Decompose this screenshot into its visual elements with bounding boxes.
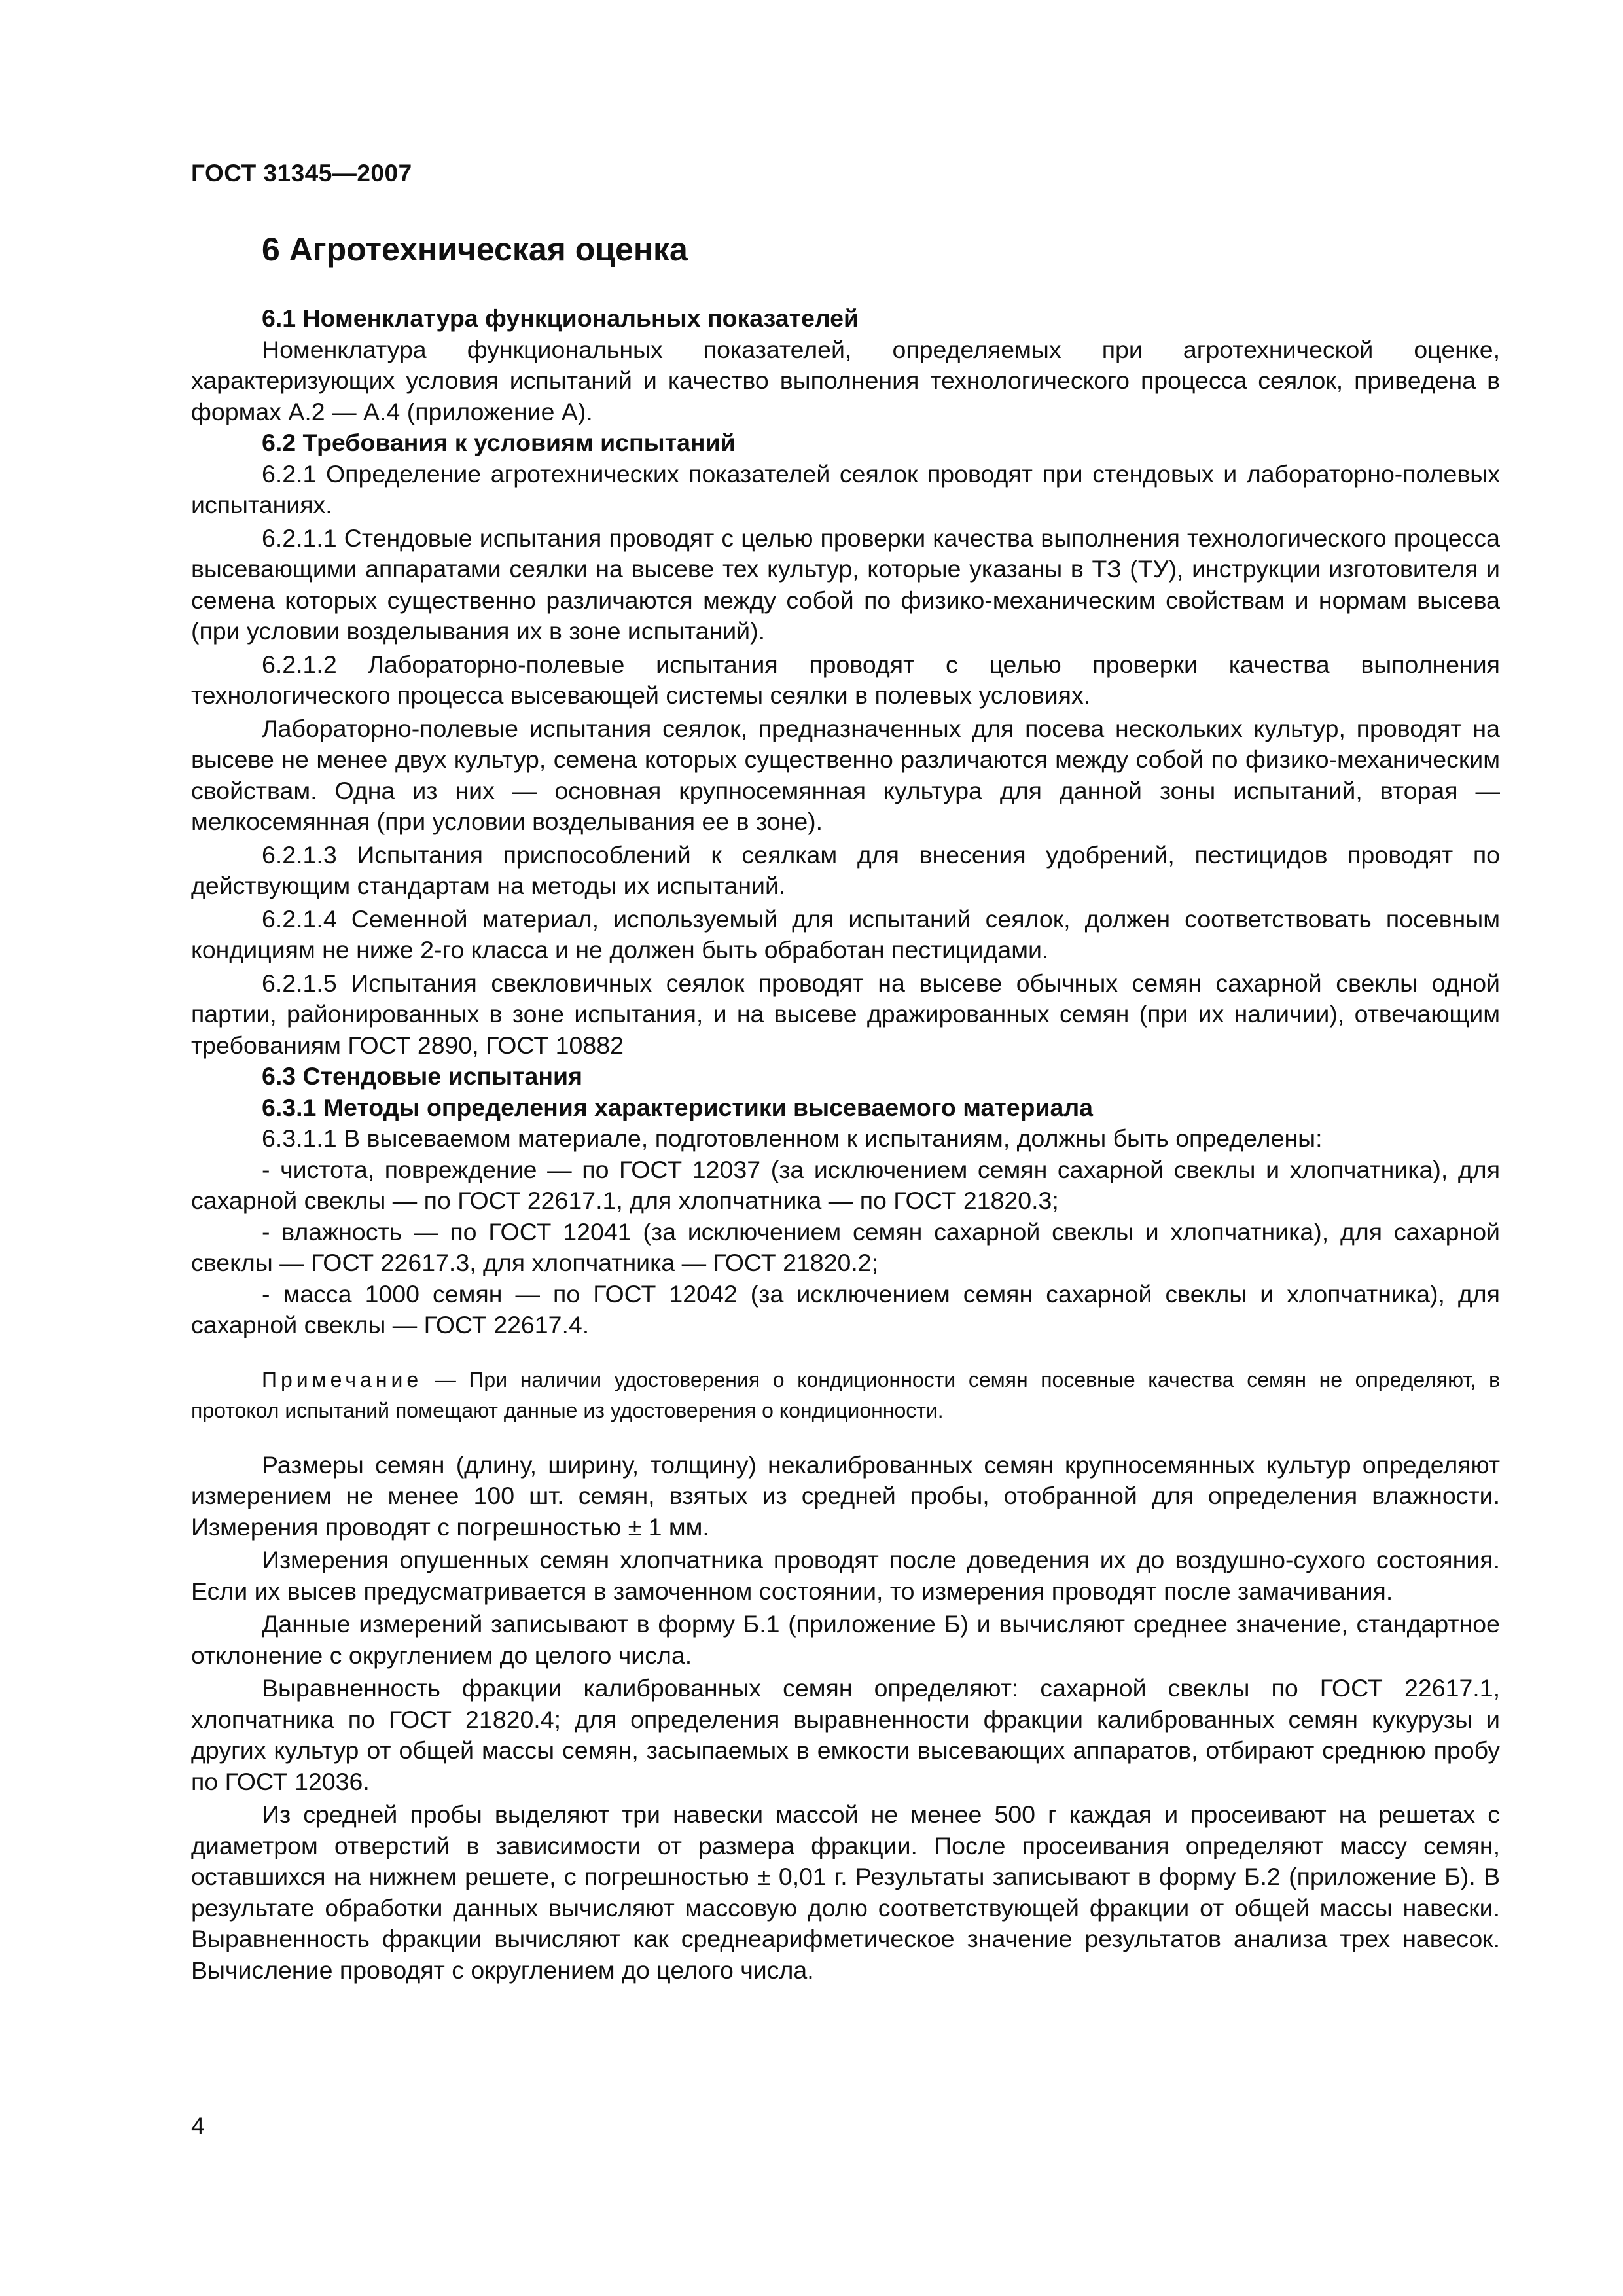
page-number: 4 xyxy=(191,2113,205,2140)
paragraph: 6.2.1.5 Испытания свекловичных сеялок проводят на высеве обычных семян сахарной свеклы одной партии, районированных в зоне испытания, и на высеве дражированных семян (при их наличии), отвечающим требованиям ГОСТ 2890, ГОСТ 10882 xyxy=(191,969,1500,1059)
paragraph: Выравненность фракции калиброванных семян определяют: сахарной свеклы по ГОСТ 22617.1, хлопчатника по ГОСТ 21820.4; для определения выравненности фракции калиброванных семян кукурузы и других культур от общей массы семян, засыпаемых в емкости высевающих аппаратов, отбирают среднюю пробу по ГОСТ 12036. xyxy=(191,1674,1500,1795)
document-body xyxy=(191,303,1500,1986)
paragraph: 6.2.1.1 Стендовые испытания проводят с целью проверки качества выполнения технологического процесса высевающими аппаратами сеялки на высеве тех культур, которые указаны в ТЗ (ТУ), инструкции изготовителя и семена которых существенно различаются между собой по физико-механическим свойствам и нормам высева (при условии возделывания их в зоне испытаний). xyxy=(191,524,1500,645)
note-text: — При наличии удостоверения о кондиционности семян посевные качества семян не определяют, в протокол испытаний помещают данные из удостоверения о кондиционности. xyxy=(191,1367,1500,1422)
list-item: - влажность — по ГОСТ 12041 (за исключением семян сахарной свеклы и хлопчатника), для сахарной свеклы — ГОСТ 22617.3, для хлопчатника — ГОСТ 21820.2; xyxy=(191,1217,1500,1276)
section-title: 6 Агротехническая оценка xyxy=(262,231,688,268)
paragraph: 6.2.1.4 Семенной материал, используемый для испытаний сеялок, должен соответствовать посевным кондициям не ниже 2-го класса и не должен быть обработан пестицидами. xyxy=(191,905,1500,963)
list-item: - масса 1000 семян — по ГОСТ 12042 (за исключением семян сахарной свеклы и хлопчатника), для сахарной свеклы — ГОСТ 22617.4. xyxy=(191,1280,1500,1338)
paragraph: Номенклатура функциональных показателей, определяемых при агротехнической оценке, характеризующих условия испытаний и качество выполнения технологического процесса сеялок, приведена в формах А.2 — А.4 (приложение А). xyxy=(191,335,1500,425)
subsection-heading: 6.2 Требования к условиям испытаний xyxy=(262,429,736,456)
subsection-heading: 6.1 Номенклатура функциональных показателей xyxy=(262,304,859,332)
note xyxy=(191,1365,1500,1426)
subsection-heading: 6.3.1 Методы определения характеристики высеваемого материала xyxy=(262,1093,1094,1121)
paragraph: Измерения опушенных семян хлопчатника проводят после доведения их до воздушно-сухого состояния. Если их высев предусматривается в замоченном состоянии, то измерения проводят после замачивания. xyxy=(191,1546,1500,1605)
list-item: - чистота, повреждение — по ГОСТ 12037 (за исключением семян сахарной свеклы и хлопчатника), для сахарной свеклы — по ГОСТ 22617.1, для хлопчатника — по ГОСТ 21820.3; xyxy=(191,1155,1500,1214)
paragraph: Данные измерений записывают в форму Б.1 (приложение Б) и вычисляют среднее значение, стандартное отклонение с округлением до целого числа. xyxy=(191,1610,1500,1669)
paragraph: 6.2.1 Определение агротехнических показателей сеялок проводят при стендовых и лабораторно-полевых испытаниях. xyxy=(191,459,1500,518)
document-header: ГОСТ 31345—2007 xyxy=(191,160,412,187)
paragraph: 6.2.1.3 Испытания приспособлений к сеялкам для внесения удобрений, пестицидов проводят по действующим стандартам на методы их испытаний. xyxy=(191,840,1500,899)
paragraph: Из средней пробы выделяют три навески массой не менее 500 г каждая и просеивают на решетах с диаметром отверстий в зависимости от размера фракции. После просеивания определяют массу семян, оставшихся на нижнем решете, с погрешностью ± 0,01 г. Результаты записывают в форму Б.2 (приложение Б). В результате обработки данных вычисляют массовую долю соответствующей фракции от общей массы навески. Выравненность фракции вычисляют как среднеарифметическое значение результатов анализа трех навесок. Вычисление проводят с округлением до целого числа. xyxy=(191,1801,1500,1984)
note-label: Примечание xyxy=(262,1367,423,1391)
paragraph: Лабораторно-полевые испытания сеялок, предназначенных для посева нескольких культур, проводят на высеве не менее двух культур, семена которых существенно различаются между собой по физико-механическим свойствам. Одна из них — основная крупносемянная культура для данной зоны испытаний, вторая — мелкосемянная (при условии возделывания ее в зоне). xyxy=(191,714,1500,835)
paragraph: Размеры семян (длину, ширину, толщину) некалиброванных семян крупносемянных культур определяют измерением не менее 100 шт. семян, взятых из средней пробы, отобранной для определения влажности. Измерения проводят с погрешностью ± 1 мм. xyxy=(191,1450,1500,1541)
paragraph: 6.2.1.2 Лабораторно-полевые испытания проводят с целью проверки качества выполнения технологического процесса высевающей системы сеялки в полевых условиях. xyxy=(191,650,1500,709)
paragraph: 6.3.1.1 В высеваемом материале, подготовленном к испытаниям, должны быть определены: xyxy=(262,1124,1323,1152)
subsection-heading: 6.3 Стендовые испытания xyxy=(262,1062,582,1090)
